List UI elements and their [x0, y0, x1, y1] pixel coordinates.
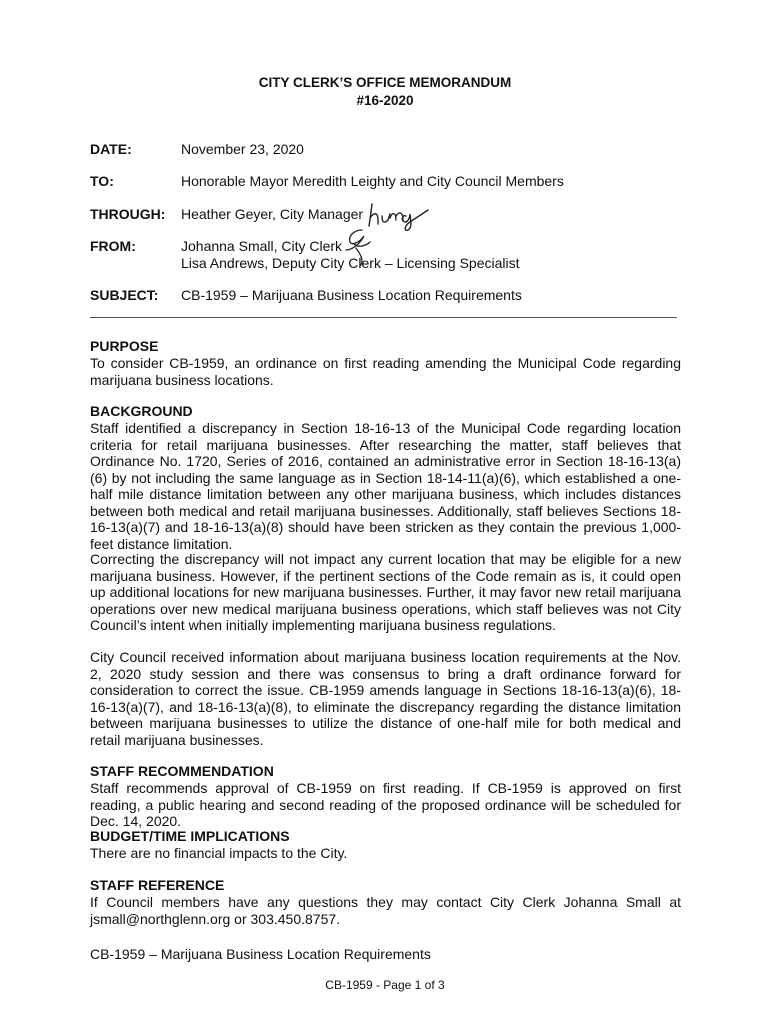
city-clerk-signature: [340, 226, 376, 268]
budget-heading: BUDGET/TIME IMPLICATIONS: [90, 828, 290, 844]
budget-text: There are no financial impacts to the City.: [90, 845, 348, 861]
staff-reference-text: If Council members have any questions they may contact City Clerk Johanna Small at jsmall@northglenn.org or 303.450.8757.: [90, 894, 681, 927]
subject-value: CB-1959 – Marijuana Business Location Requirements: [181, 287, 522, 303]
through-value: Heather Geyer, City Manager: [181, 206, 364, 222]
date-label: DATE:: [90, 141, 132, 157]
through-label: THROUGH:: [90, 206, 166, 222]
subject-label: SUBJECT:: [90, 287, 159, 303]
staff-recommendation-text: Staff recommends approval of CB-1959 on first reading. If CB-1959 is approved on first reading, a public hearing and second reading of the proposed ordinance will be scheduled for Dec. 14, 2020.: [90, 780, 681, 829]
staff-recommendation-heading: STAFF RECOMMENDATION: [90, 763, 274, 779]
background-paragraph-1: Staff identified a discrepancy in Section 18-16-13 of the Municipal Code regarding location criteria for retail marijuana businesses. After researching the matter, staff believes that Ordinance No. 1720, Series of 2016, contained an administrative error in Section 18-16-13(a)(6) by not including the same language as in Section 18-14-11(a)(6), which established a one-half mile distance limitation between any other marijuana business, which includes distances between both medical and retail marijuana businesses. Additionally, staff believes Sections 18-16-13(a)(7) and 18-16-13(a)(8) should have been stricken as they contain the previous 1,000-feet distance limitation.: [90, 420, 681, 552]
from-label: FROM:: [90, 238, 136, 254]
memo-title: CITY CLERK’S OFFICE MEMORANDUM: [258, 75, 512, 90]
footer-subject: CB-1959 – Marijuana Business Location Requirements: [90, 946, 431, 962]
date-value: November 23, 2020: [181, 141, 304, 157]
background-paragraph-2: Correcting the discrepancy will not impact any current location that may be eligible for a new marijuana business. However, if the pertinent sections of the Code remain as is, it could open up additional locations for new marijuana businesses. Further, it may favor new retail marijuana operations over new medical marijuana business operations, which staff believes was not City Council’s intent when initially implementing marijuana business regulations.: [90, 551, 681, 633]
from-value-1: Johanna Small, City Clerk: [181, 238, 343, 254]
from-value-2: Lisa Andrews, Deputy City Clerk – Licensing Specialist: [181, 255, 520, 271]
purpose-heading: PURPOSE: [90, 338, 159, 354]
header-divider: [90, 317, 677, 318]
page-number: CB-1959 - Page 1 of 3: [325, 978, 445, 992]
background-heading: BACKGROUND: [90, 403, 193, 419]
purpose-text: To consider CB-1959, an ordinance on first reading amending the Municipal Code regarding marijuana business locations.: [90, 355, 681, 388]
background-paragraph-3: City Council received information about marijuana business location requirements at the Nov. 2, 2020 study session and there was consensus to bring a draft ordinance forward for consideration to correct the issue. CB-1959 amends language in Sections 18-16-13(a)(6), 18-16-13(a)(7), and 18-16-13(a)(8), to eliminate the discrepancy regarding the distance limitation between marijuana businesses to utilize the distance of one-half mile for both medical and retail marijuana businesses.: [90, 649, 681, 748]
to-label: TO:: [90, 173, 114, 189]
memo-number: #16-2020: [356, 93, 414, 108]
staff-reference-heading: STAFF REFERENCE: [90, 877, 225, 893]
to-value: Honorable Mayor Meredith Leighty and City Council Members: [181, 173, 564, 189]
